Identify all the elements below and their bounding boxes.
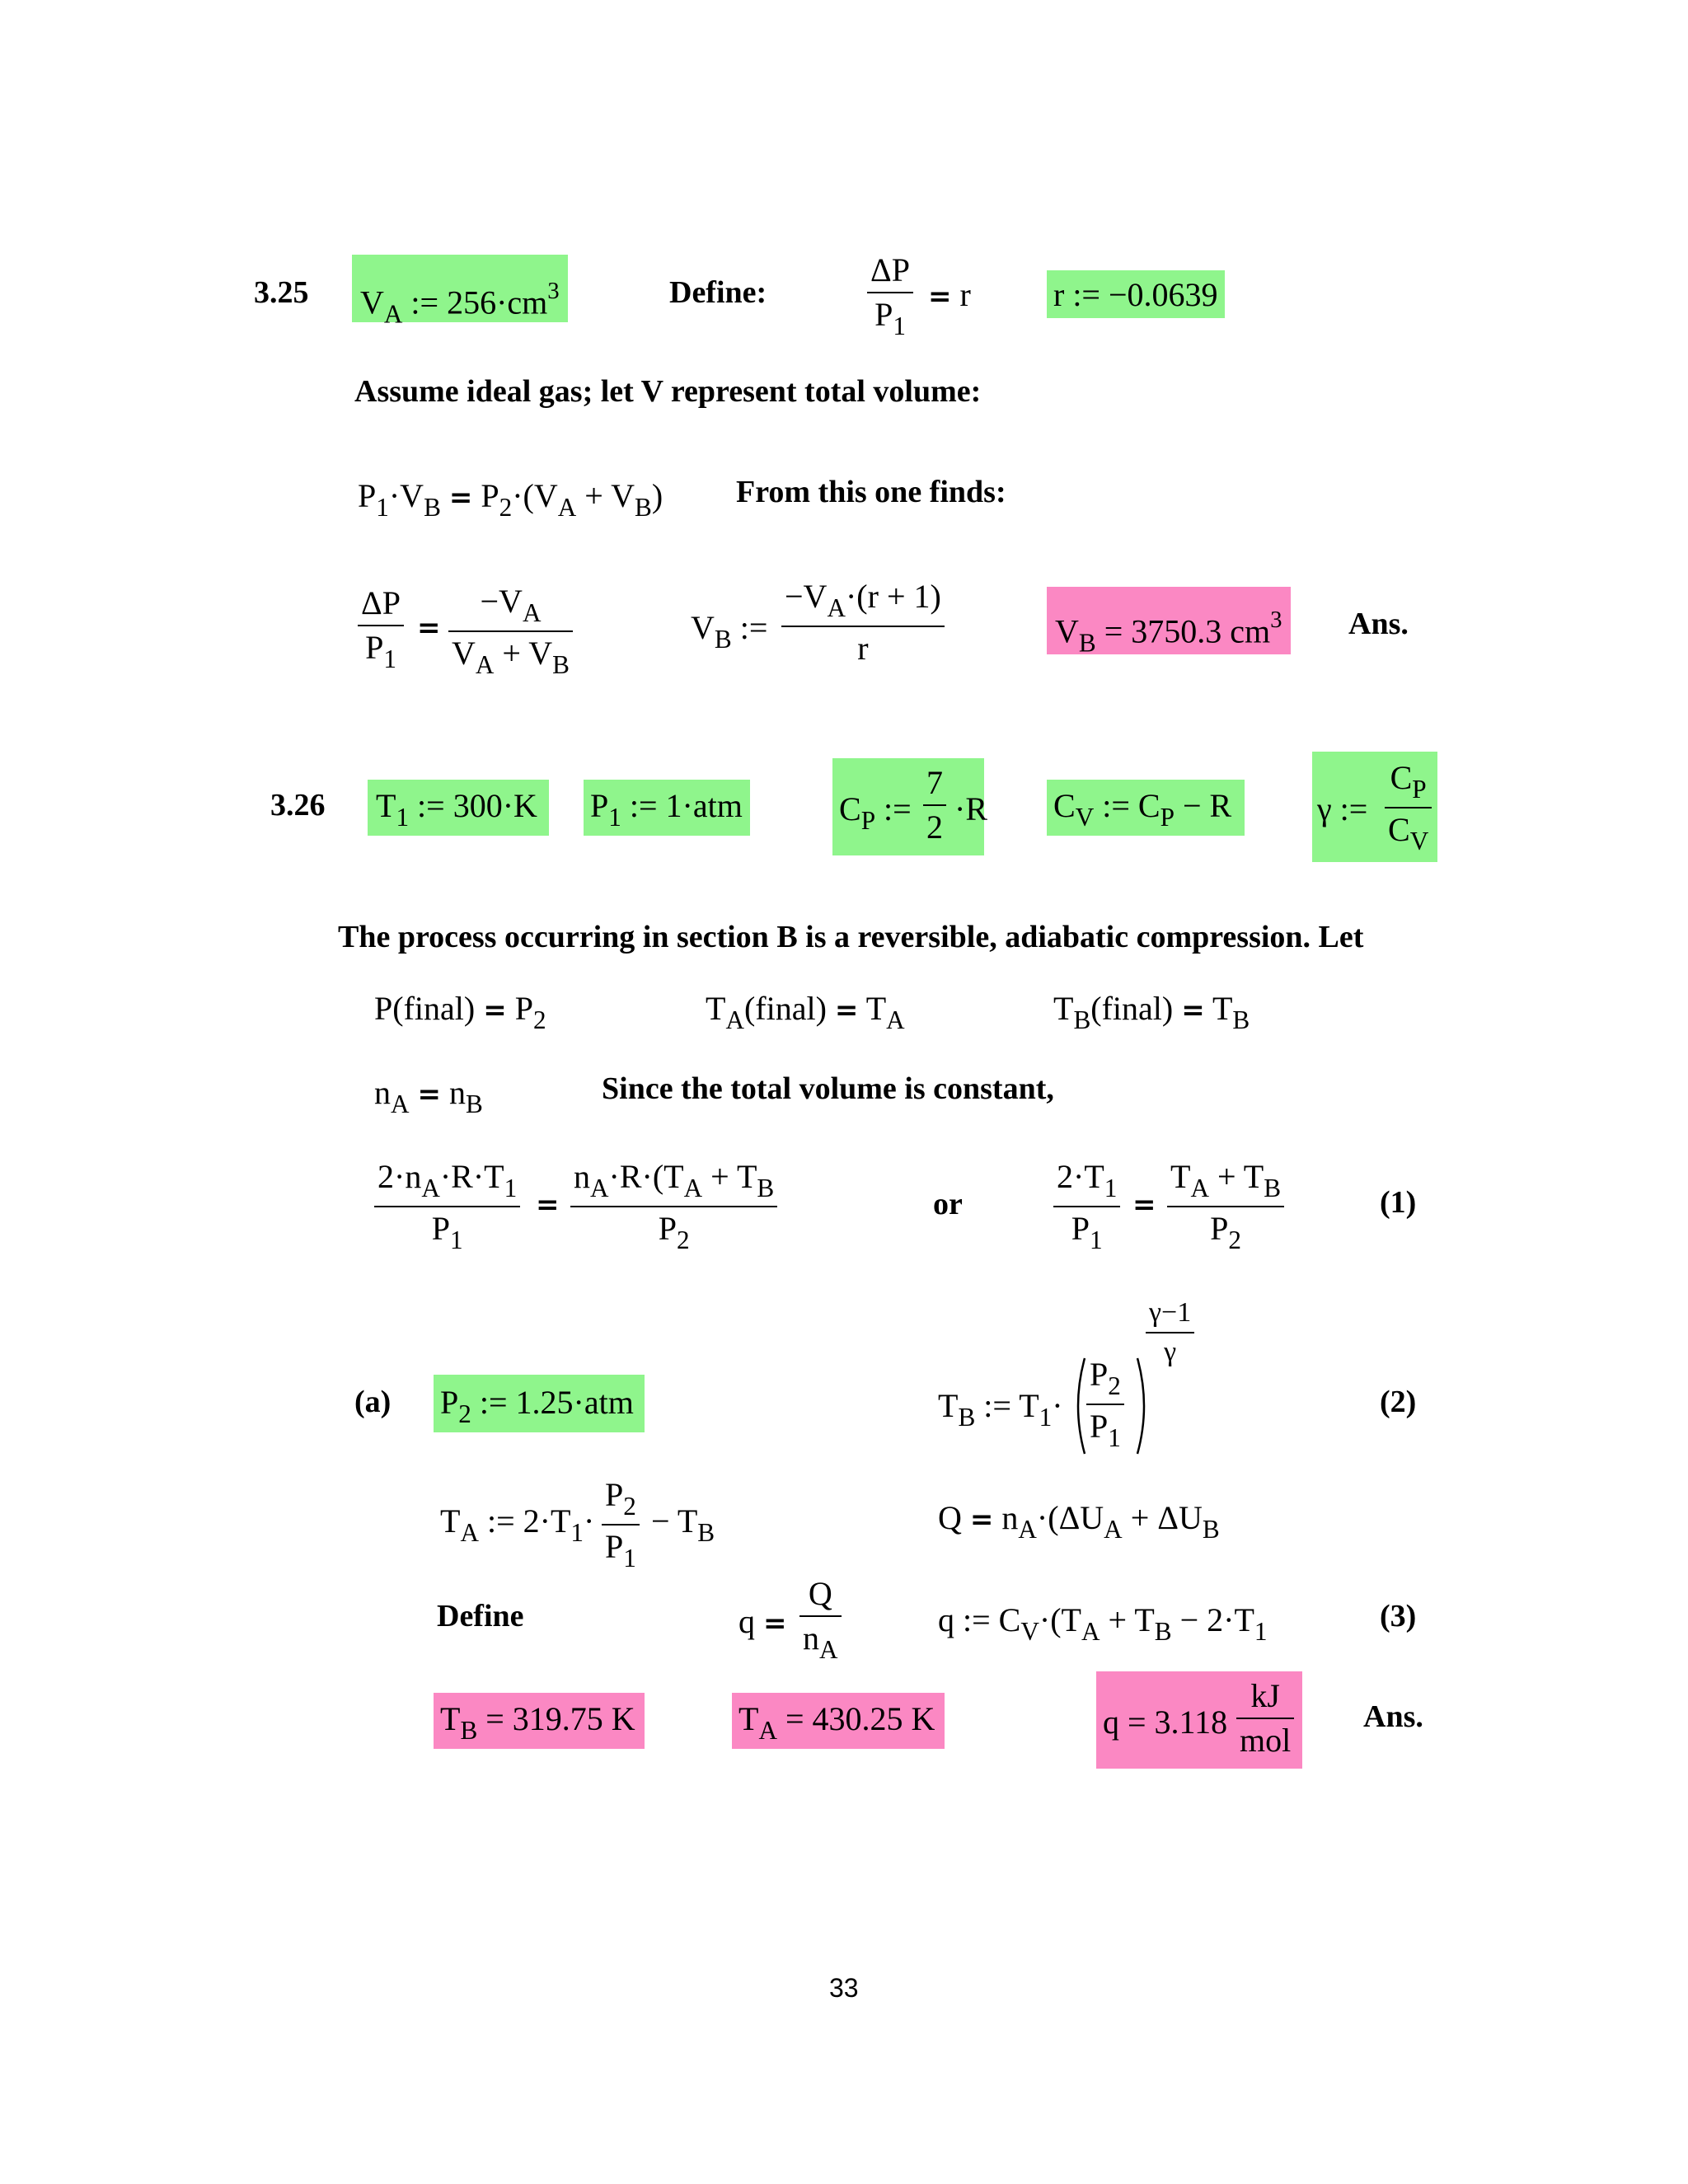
q-lhs: q = (738, 1603, 787, 1640)
gamma-exponent-fraction: γ−1 γ (1146, 1299, 1194, 1366)
va-ratio-fraction: $-V_A$ $V_A + V_B$ (448, 585, 573, 677)
q-result: q = 3.118 kJ mol (1096, 1671, 1302, 1769)
p2-over-p1-fraction: $P_2$ $P_1$ (1086, 1358, 1124, 1451)
eq-right-rhs-fraction: $T_A + T_B$ $P_2$ (1167, 1160, 1284, 1253)
ta-minus-tb: − $T_B$ (651, 1502, 715, 1547)
tb-result: $T_B = 319.75$ K (434, 1693, 645, 1749)
process-text: The process occurring in section B is a reversible, adiabatic compression. Let (338, 920, 1364, 954)
since-text: Since the total volume is constant, (602, 1071, 1054, 1106)
ta-assign-lhs: $T_A$ := $2\cdot T_1\cdot$ (440, 1502, 595, 1547)
ideal-gas-equation: $P_1\cdot V_B = P_2\cdot(V_A + V_B)$ (358, 477, 663, 522)
ta-result: $T_A = 430.25$ K (732, 1693, 945, 1749)
tb-assign-lhs: $T_B$ := $T_1\cdot$ (938, 1387, 1063, 1432)
vb-result: $V_B = 3750.3$ $cm^3$ (1047, 587, 1291, 654)
cp-definition: $C_P$ := 7 2 ·R (832, 758, 984, 855)
eq-right-lhs-fraction: $2\cdot T_1$ $P_1$ (1053, 1160, 1120, 1253)
q-total-eq: $Q = n_A\cdot(\Delta U_A + \Delta U_B$ (938, 1499, 1220, 1544)
r-definition: r := −0.0639 (1047, 270, 1225, 318)
eq-left-lhs-fraction: $2\cdot n_A\cdot R\cdot T_1$ $P_1$ (374, 1160, 520, 1253)
equals-sign: = (417, 612, 441, 644)
eq-number-2: (2) (1380, 1385, 1417, 1419)
p1-definition: $P_1$ := 1·atm (584, 780, 750, 836)
p2-definition: $P_2$ := 1.25·atm (434, 1375, 645, 1432)
tb-final-eq: $T_B(final) = T_B$ (1053, 990, 1250, 1034)
dp-p1-left-fraction: ΔP $P_1$ (358, 587, 404, 672)
part-a-label: (a) (354, 1385, 392, 1419)
equals-r: = r (928, 276, 971, 313)
or-text: or (933, 1187, 963, 1221)
vb-fraction: $-V_A\cdot(r + 1)$ r (781, 580, 945, 665)
dp-over-p1-fraction: ΔP $P_1$ (867, 254, 913, 339)
ta-p-ratio-fraction: $P_2$ $P_1$ (602, 1479, 640, 1571)
page-number: 33 (829, 1973, 859, 2003)
eq-left-rhs-fraction: $n_A\cdot R\cdot(T_A + T_B$ $P_2$ (570, 1160, 777, 1253)
define-label-2: Define (437, 1599, 524, 1633)
define-label-1: Define: (669, 275, 767, 310)
vb-assign-lhs: $V_B$ := (691, 609, 768, 654)
va-definition: $V_A$ := $256\cdot cm^3$ (352, 255, 568, 322)
from-text: From this one finds: (736, 475, 1006, 509)
equals-sign: = (536, 1188, 560, 1221)
na-nb-eq: $n_A = n_B$ (374, 1074, 483, 1118)
problem-label-3-26: 3.26 (270, 788, 326, 823)
ans-label-1: Ans. (1348, 607, 1409, 641)
q-calc-eq: q := $C_V\cdot(T_A + T_B - 2\cdot T_1$ (938, 1601, 1268, 1646)
cv-definition: $C_V$ := $C_P - R$ (1047, 780, 1245, 836)
q-over-na-fraction: Q $n_A$ (799, 1577, 842, 1662)
assume-text: Assume ideal gas; let V represent total volume: (354, 374, 982, 409)
ans-label-2: Ans. (1363, 1699, 1423, 1734)
problem-label-3-25: 3.25 (254, 275, 309, 310)
equals-sign: = (1132, 1188, 1156, 1221)
eq-number-1: (1) (1380, 1185, 1417, 1220)
ta-final-eq: $T_A(final) = T_A$ (706, 990, 905, 1034)
gamma-definition: γ := $C_P$ $C_V$ (1312, 752, 1437, 862)
eq-number-3: (3) (1380, 1599, 1417, 1633)
p-final-eq: P(final) = $P_2$ (374, 990, 546, 1034)
t1-definition: $T_1$ := 300·K (368, 780, 549, 836)
